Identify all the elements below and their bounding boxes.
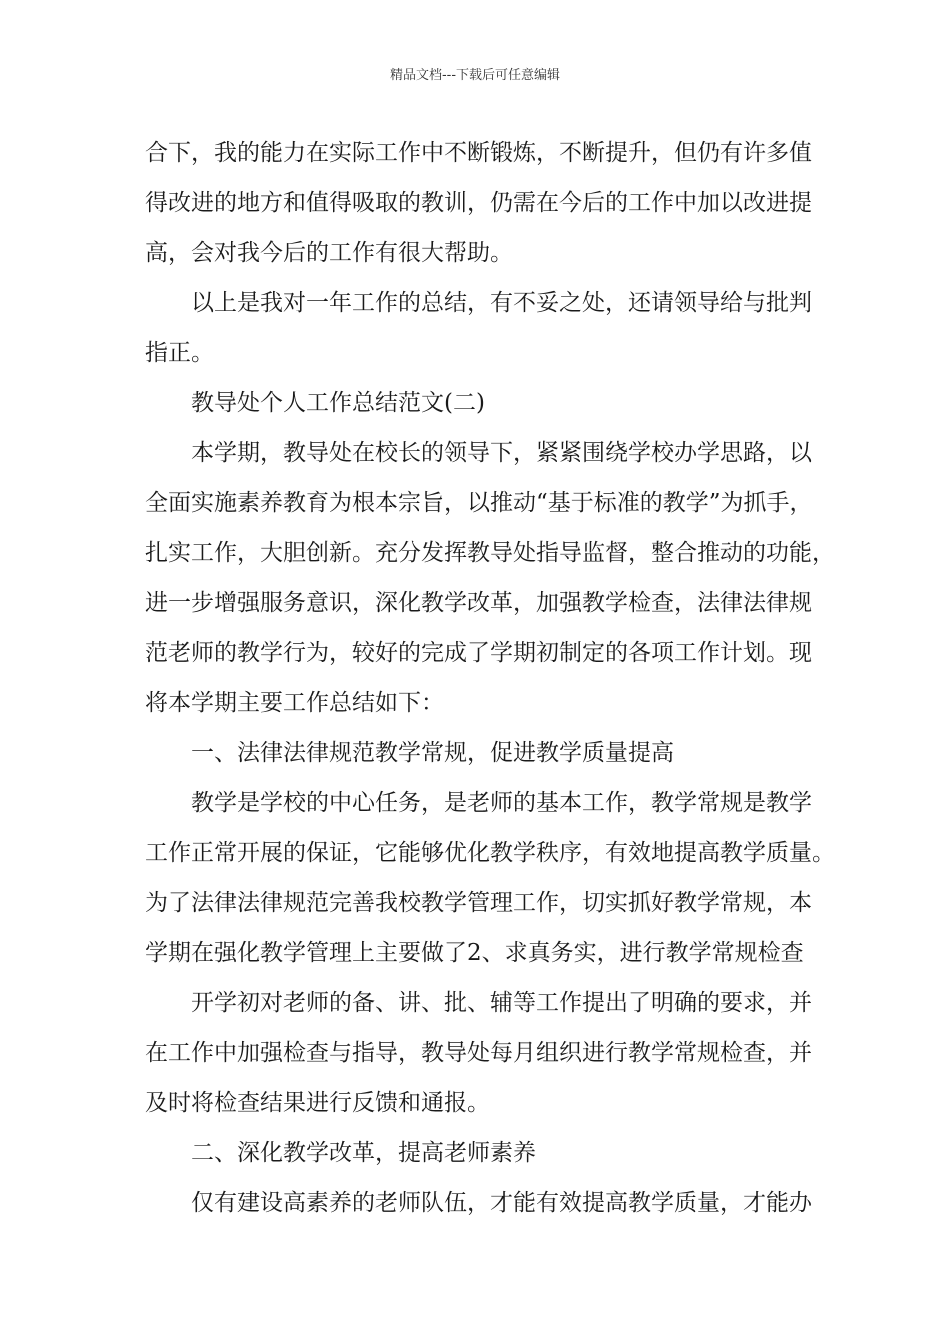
text-line: 高，会对我今后的工作有很大帮助。 bbox=[145, 240, 513, 266]
section-heading-1: 一、法律法律规范教学常规，促进教学质量提高 bbox=[191, 740, 674, 766]
document-body bbox=[145, 128, 835, 1228]
text-line: 合下，我的能力在实际工作中不断锻炼，不断提升，但仍有许多值 bbox=[145, 140, 812, 166]
text-line: 得改进的地方和值得吸取的教训，仍需在今后的工作中加以改进提 bbox=[145, 190, 812, 216]
paragraph-start: 教学是学校的中心任务，是老师的基本工作，教学常规是教学 bbox=[191, 790, 812, 816]
text-line: 全面实施素养教育为根本宗旨，以推动“基于标准的教学”为抓手， bbox=[145, 490, 813, 516]
paragraph-start: 以上是我对一年工作的总结，有不妥之处，还请领导给与批判 bbox=[191, 290, 812, 316]
text-line: 学期在强化教学管理上主要做了2、求真务实，进行教学常规检查 bbox=[145, 940, 804, 966]
text-line: 进一步增强服务意识，深化教学改革，加强教学检查，法律法律规 bbox=[145, 590, 812, 616]
text-line: 为了法律法律规范完善我校教学管理工作，切实抓好教学常规，本 bbox=[145, 890, 812, 916]
section-title: 教导处个人工作总结范文(二) bbox=[191, 390, 485, 416]
text-line: 范老师的教学行为，较好的完成了学期初制定的各项工作计划。现 bbox=[145, 640, 812, 666]
text-line: 扎实工作，大胆创新。充分发挥教导处指导监督，整合推动的功能， bbox=[145, 540, 835, 566]
text-line: 工作正常开展的保证，它能够优化教学秩序，有效地提高教学质量。 bbox=[145, 840, 835, 866]
text-line: 在工作中加强检查与指导，教导处每月组织进行教学常规检查，并 bbox=[145, 1040, 812, 1066]
text-line: 及时将检查结果进行反馈和通报。 bbox=[145, 1090, 490, 1116]
paragraph-start: 本学期，教导处在校长的领导下，紧紧围绕学校办学思路，以 bbox=[191, 440, 812, 466]
paragraph-start: 仅有建设高素养的老师队伍，才能有效提高教学质量，才能办 bbox=[191, 1190, 812, 1216]
section-heading-2: 二、深化教学改革，提高老师素养 bbox=[191, 1140, 536, 1166]
paragraph-start: 开学初对老师的备、讲、批、辅等工作提出了明确的要求，并 bbox=[191, 990, 812, 1016]
text-line: 将本学期主要工作总结如下： bbox=[145, 690, 444, 716]
text-line: 指正。 bbox=[145, 340, 214, 366]
page-header: 精品文档---下载后可任意编辑 bbox=[389, 68, 561, 83]
